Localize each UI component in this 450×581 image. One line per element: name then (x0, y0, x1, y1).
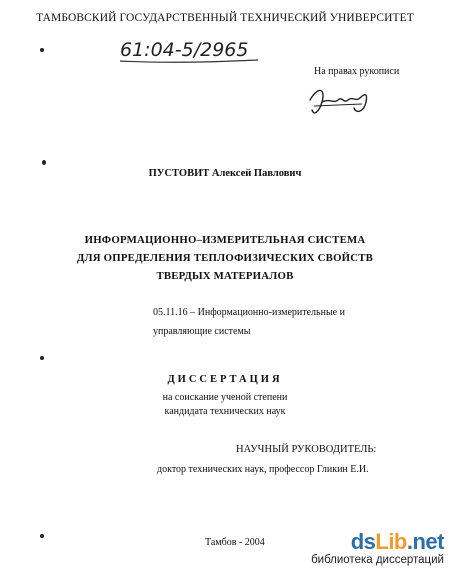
scan-speck (40, 534, 44, 538)
thesis-title-line-3: ТВЕРДЫХ МАТЕРИАЛОВ (156, 270, 294, 282)
dslib-logo-mid: Lib (375, 529, 407, 554)
scan-speck (42, 160, 46, 165)
supervisor-heading: НАУЧНЫЙ РУКОВОДИТЕЛЬ: (236, 444, 377, 455)
dslib-logo-prefix: ds (350, 529, 376, 554)
author-surname: ПУСТОВИТ (148, 168, 210, 179)
city-year: Тамбов - 2004 (205, 537, 265, 548)
scan-speck (40, 356, 44, 360)
handwritten-stamp-code (118, 34, 268, 68)
specialty-line-2: управляющие системы (153, 326, 251, 337)
dslib-logo-suffix: .net (406, 529, 444, 554)
thesis-title-line-1: ИНФОРМАЦИОННО–ИЗМЕРИТЕЛЬНАЯ СИСТЕМА (84, 234, 366, 246)
degree-line-1: на соискание ученой степени (162, 392, 288, 403)
dslib-caption: библиотека диссертаций (311, 554, 444, 566)
author-given-names: Алексей Павлович (211, 168, 302, 179)
author-name (0, 168, 450, 179)
university-name: ТАМБОВСКИЙ ГОСУДАРСТВЕННЫЙ ТЕХНИЧЕСКИЙ УНИВЕРСИТЕТ (36, 12, 414, 24)
document-type-heading: ДИССЕРТАЦИЯ (167, 374, 283, 385)
dslib-watermark (311, 530, 444, 567)
dslib-logo (311, 530, 444, 554)
stamp-code-text: 61:04-5/2965 (120, 39, 249, 61)
degree-line-2: кандидата технических наук (164, 406, 286, 417)
author-signature (304, 82, 374, 122)
supervisor-name: доктор технических наук, профессор Гликин Е.И. (157, 464, 369, 475)
thesis-title-line-2: ДЛЯ ОПРЕДЕЛЕНИЯ ТЕПЛОФИЗИЧЕСКИХ СВОЙСТВ (76, 252, 374, 264)
manuscript-rights-note: На правах рукописи (314, 66, 400, 77)
specialty-line-1: 05.11.16 – Информационно-измерительные и (153, 307, 345, 318)
scan-speck (40, 48, 44, 52)
